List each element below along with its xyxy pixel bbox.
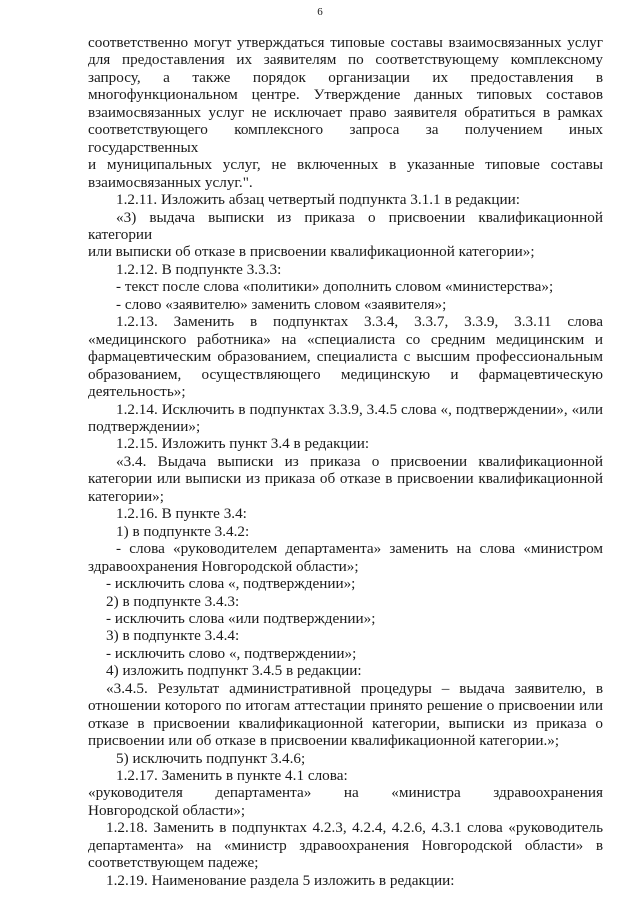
quoted-amendment (88, 680, 603, 750)
text-line: категории или выписки из приказа об отказе в присвоении квалификационной (88, 470, 603, 488)
text-line: деятельность»; (88, 383, 186, 401)
list-item (88, 627, 603, 644)
text-line: «руководителя департамента» на «министра здравоохранения (88, 784, 603, 802)
text-line: 1.2.13. Заменить в подпунктах 3.3.4, 3.3.7, 3.3.9, 3.3.11 слова (116, 313, 603, 331)
text-line: и муниципальных услуг, не включенных в указанные типовые составы (88, 156, 603, 174)
text-line: фармацевтическим образованием, специалиста с высшим профессиональным (88, 348, 603, 366)
text-line: отказе в присвоении квалификационной категории, выписки из приказа о (88, 714, 603, 732)
text-line: - исключить слово «, подтверждении»; (106, 644, 357, 662)
clause-1-2-11 (88, 191, 603, 208)
quoted-amendment (88, 209, 603, 261)
text-line: 1.2.18. Заменить в подпунктах 4.2.3, 4.2.4, 4.2.6, 4.3.1 слова «руководитель (106, 819, 603, 837)
text-line: 1.2.19. Наименование раздела 5 изложить в редакции: (106, 871, 455, 889)
text-line: 1.2.14. Исключить в подпунктах 3.3.9, 3.4.5 слова «, подтверждении», «или (116, 400, 603, 418)
list-item (88, 610, 603, 627)
text-line: соответствующего комплексного запроса за получением иных государственных (88, 121, 603, 156)
text-line: Новгородской области»; (88, 801, 246, 819)
list-item (88, 750, 603, 767)
list-item (88, 575, 603, 592)
text-line: подтверждении»; (88, 417, 201, 435)
clause-1-2-15 (88, 435, 603, 452)
text-line: 1.2.12. В подпункте 3.3.3: (116, 260, 282, 278)
quoted-amendment (88, 453, 603, 505)
text-line: запросу, а также порядок организации их предоставления в (88, 68, 603, 86)
text-line: 3) в подпункте 3.4.4: (106, 627, 240, 645)
text-line: многофункциональном центре. Утверждение данных типовых составов (88, 86, 603, 104)
clause-1-2-18 (88, 819, 603, 871)
text-line: - исключить слова «, подтверждении»; (106, 575, 356, 593)
text-line: - слова «руководителем департамента» заменить на слова «министром (116, 540, 603, 558)
clause-1-2-13 (88, 313, 603, 400)
text-line: 1.2.11. Изложить абзац четвертый подпункта 3.1.1 в редакции: (116, 191, 520, 209)
paragraph-continuation (88, 34, 603, 191)
text-line: 1.2.17. Заменить в пункте 4.1 слова: (116, 767, 348, 785)
text-line: департамента» на «министр здравоохранения Новгородской области» в (88, 836, 603, 854)
text-line: соответственно могут утверждаться типовые составы взаимосвязанных услуг (88, 34, 603, 51)
text-line: «3) выдача выписки из приказа о присвоении квалификационной категории (88, 208, 603, 243)
text-line: - текст после слова «политики» дополнить словом «министерства»; (116, 278, 554, 296)
quoted-amendment (88, 784, 603, 819)
list-item (88, 662, 603, 679)
text-line: или выписки об отказе в присвоении квалификационной категории»; (88, 243, 535, 261)
list-item (88, 523, 603, 540)
document-body (88, 34, 603, 889)
list-item (88, 540, 603, 575)
text-line: «медицинского работника» на «специалиста со средним медицинским и (88, 330, 603, 348)
clause-1-2-12 (88, 261, 603, 278)
text-line: 5) исключить подпункт 3.4.6; (116, 749, 306, 767)
text-line: категории»; (88, 487, 164, 505)
clause-1-2-19 (88, 872, 603, 889)
text-line: взаимосвязанных услуг не исключает право заявителя обратиться в рамках (88, 103, 603, 121)
text-line: взаимосвязанных услуг.". (88, 173, 253, 191)
clause-1-2-17 (88, 767, 603, 784)
clause-1-2-16 (88, 505, 603, 522)
text-line: отношении которого по итогам аттестации принято решение о присвоении или (88, 697, 603, 715)
list-item (88, 645, 603, 662)
text-line: 1.2.15. Изложить пункт 3.4 в редакции: (116, 435, 370, 453)
text-line: соответствующем падеже; (88, 854, 259, 872)
text-line: - исключить слова «или подтверждении»; (106, 609, 376, 627)
text-line: здравоохранения Новгородской области»; (88, 557, 359, 575)
clause-1-2-14 (88, 401, 603, 436)
text-line: 1) в подпункте 3.4.2: (116, 522, 250, 540)
list-item (88, 296, 603, 313)
text-line: для предоставления их заявителям по соответствующему комплексному (88, 51, 603, 69)
text-line: 2) в подпункте 3.4.3: (106, 592, 240, 610)
list-item (88, 593, 603, 610)
text-line: «3.4. Выдача выписки из приказа о присвоении квалификационной (116, 452, 603, 470)
text-line: образованием, осуществляющего медицинскую и фармацевтическую (88, 365, 603, 383)
text-line: присвоении или об отказе в присвоении квалификационной категории.»; (88, 732, 560, 750)
text-line: 4) изложить подпункт 3.4.5 в редакции: (106, 662, 362, 680)
text-line: - слово «заявителю» заменить словом «заявителя»; (116, 295, 447, 313)
text-line: «3.4.5. Результат административной процедуры – выдача заявителю, в (106, 679, 603, 697)
list-item (88, 278, 603, 295)
page-number: 6 (317, 6, 323, 18)
text-line: 1.2.16. В пункте 3.4: (116, 505, 247, 523)
